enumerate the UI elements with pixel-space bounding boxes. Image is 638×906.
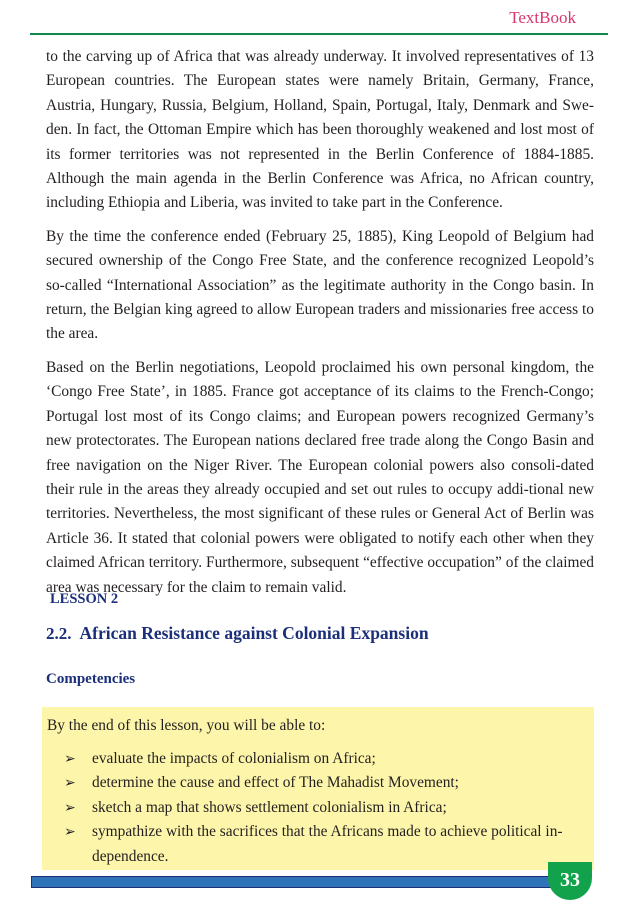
objective-text: sketch a map that shows settlement colonialism in Africa; <box>92 798 447 816</box>
section-number: 2.2. <box>46 624 72 643</box>
paragraph-1: to the carving up of Africa that was already underway. It involved representatives of 13 European countries. The European states were namely Britain, Germany, France, Austria, Hungary, Russia, Belgium, Holland, Spain, Portugal, Italy, Denmark and Swe-den. In fact, the Ottoman Empire which has been thoroughly weakened and lost most of its former territories was not represented in the Berlin Conference of 1884-1885. Although the main agenda in the Berlin Conference was Africa, no African country, including Ethiopia and Liberia, was invited to take part in the Conference. <box>46 48 594 212</box>
objective-text: determine the cause and effect of The Mahadist Movement; <box>92 774 459 792</box>
paragraph-3: Based on the Berlin negotiations, Leopold proclaimed his own personal kingdom, the ‘Congo Free State’, in 1885. France got acceptance of its claims to the French-Congo; Portugal lost most of its Congo claims; and European powers recognized Germany’s new protectorates. The European nations declared free trade along the Congo Basin and free navigation on the Niger River. The European colonial powers also consoli-dated their rule in the areas they already occupied and set out rules to occupy addi-tional new territories. Nevertheless, the most significant of these rules or General Act of Berlin was Article 36. It stated that colonial powers were obligated to notify each other when they claimed African territory. Furthermore, subsequent “effective occupation” of the claimed area was necessary for the claim to remain valid. <box>46 358 594 596</box>
section-title: African Resistance against Colonial Expansion <box>79 623 429 643</box>
header-rule <box>30 33 608 35</box>
objectives-intro: By the end of this lesson, you will be able to: <box>47 717 326 734</box>
competencies-heading: Competencies <box>46 671 136 687</box>
lesson-label: LESSON 2 <box>50 591 119 607</box>
page-number-badge: 33 <box>548 862 592 900</box>
footer-bar <box>31 876 563 888</box>
running-header-title: TextBook <box>509 8 576 27</box>
objective-item <box>64 820 592 869</box>
arrow-bullet-icon: ➢ <box>64 799 76 816</box>
objective-item <box>64 796 592 820</box>
paragraph-2: By the time the conference ended (February 25, 1885), King Leopold of Belgium had secured ownership of the Congo Free State, and the conference recognized Leopold’s so-called “International Association” as the legitimate authority in the Congo basin. In return, the Belgian king agreed to allow European traders and missionaries free access to the area. <box>46 227 594 343</box>
body-text <box>46 45 594 609</box>
objective-item <box>64 747 592 771</box>
arrow-bullet-icon: ➢ <box>64 775 76 792</box>
objective-text: evaluate the impacts of colonialism on Africa; <box>92 750 376 767</box>
section-heading <box>46 623 429 644</box>
objective-text: sympathize with the sacrifices that the Africans made to achieve political in-dependence. <box>92 823 563 865</box>
arrow-bullet-icon: ➢ <box>64 824 76 841</box>
objectives-list <box>64 747 592 869</box>
objectives-box <box>42 707 594 870</box>
objective-item <box>64 771 592 795</box>
arrow-bullet-icon: ➢ <box>64 751 76 767</box>
